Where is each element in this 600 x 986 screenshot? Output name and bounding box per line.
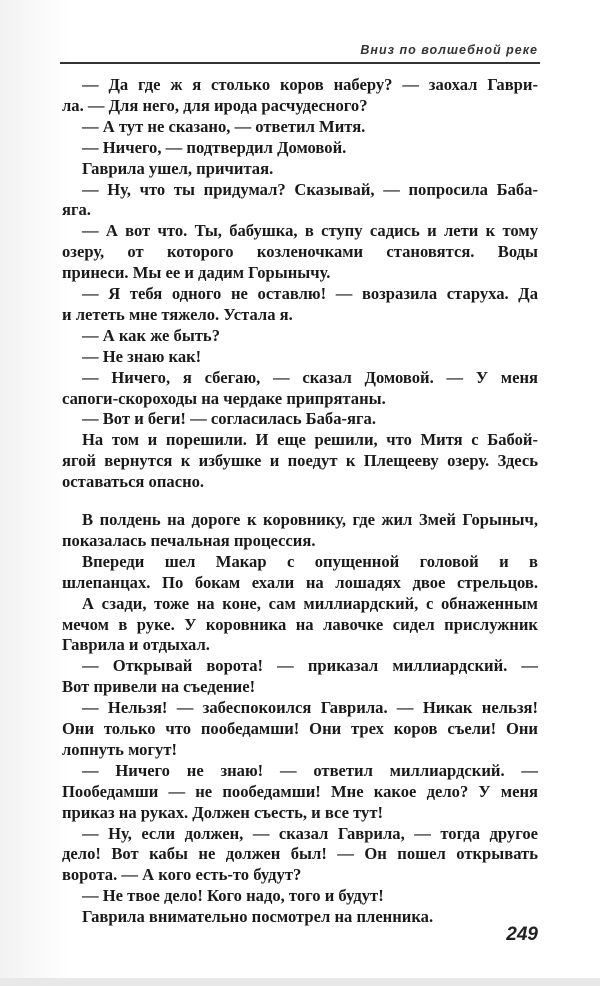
text-line: ла. — Для него, для ирода расчудесного? xyxy=(62,95,368,115)
text-line: яга. xyxy=(62,200,91,220)
text-line: лопнуть могут! xyxy=(62,739,177,759)
text-line: Гаврила внимательно посмотрел на пленника. xyxy=(82,907,434,927)
text-line: На том и порешили. И еще решили, что Митя с Бабой- xyxy=(82,430,538,450)
running-header: Вниз по волшебной реке xyxy=(360,43,538,57)
text-line: А сзади, тоже на коне, сам миллиардский, с обнаженным xyxy=(82,593,538,613)
page-bottom-edge xyxy=(0,978,600,986)
text-line: Вот привели на съедение! xyxy=(62,677,256,697)
text-line: — Ничего, я сбегаю, — сказал Домовой. — У меня xyxy=(82,367,538,387)
text-line: мечом в руке. У коровника на лавочке сидел прислужник xyxy=(62,614,538,634)
header-rule xyxy=(60,62,540,64)
page-number: 249 xyxy=(506,924,538,945)
text-line: озеру, от которого козленочками становятся. Воды xyxy=(62,242,538,262)
text-line: принеси. Мы ее и дадим Горынычу. xyxy=(62,263,331,283)
text-line: — Ну, если должен, — сказал Гаврила, — тогда другое xyxy=(82,823,538,843)
text-line: показалась печальная процессия. xyxy=(62,530,316,550)
text-line: — А как же быть? xyxy=(82,325,220,345)
text-line: — Ничего не знаю! — ответил миллиардский. — xyxy=(82,760,538,780)
text-line: ворота. — А кого есть-то будут? xyxy=(62,865,302,885)
text-line: — Ничего, — подтвердил Домовой. xyxy=(82,137,347,157)
text-line: Впереди шел Макар с опущенной головой и в xyxy=(82,551,538,571)
text-line: оставаться опасно. xyxy=(62,472,205,492)
text-line: — Не твое дело! Кого надо, того и будут! xyxy=(82,886,384,906)
text-line: — Открывай ворота! — приказал миллиардский. — xyxy=(82,656,538,676)
text-line: — Вот и беги! — согласилась Баба-яга. xyxy=(82,409,376,429)
text-line: шлепанцах. По бокам ехали на лошадях двое стрельцов. xyxy=(62,572,538,592)
text-line: — А тут не сказано, — ответил Митя. xyxy=(82,116,366,136)
text-line: — А вот что. Ты, бабушка, в ступу садись и лети к тому xyxy=(82,221,538,241)
text-line: — Я тебя одного не оставлю! — возразила старуха. Да xyxy=(82,284,538,303)
text-line: В полдень на дороге к коровнику, где жил Змей Горыныч, xyxy=(82,510,538,529)
text-line: приказ на руках. Должен съесть, и все тут! xyxy=(62,802,384,822)
text-line: — Да где ж я столько коров наберу? — заохал Гаври- xyxy=(82,75,538,94)
text-line: сапоги-скороходы на чердаке припрятаны. xyxy=(62,388,386,408)
text-line: Они только что пообедамши! Они трех коров съели! Они xyxy=(62,719,538,738)
text-line: — Нельзя! — забеспокоился Гаврила. — Никак нельзя! xyxy=(82,698,538,718)
text-line: — Ну, что ты придумал? Сказывай, — попросила Баба- xyxy=(82,179,538,199)
text-line: и лететь мне тяжело. Устала я. xyxy=(62,304,293,324)
text-line: Пообедамши — не пообедамши! Мне какое дело? У меня xyxy=(62,781,538,801)
text-line: — Не знаю как! xyxy=(82,346,202,366)
text-line: Гаврила и отдыхал. xyxy=(62,635,210,655)
text-line: Гаврила ушел, причитая. xyxy=(82,158,274,178)
scan-edge-shadow xyxy=(0,0,70,986)
text-line: дело! Вот кабы не должен был! — Он пошел открывать xyxy=(62,844,538,864)
text-line: ягой вернутся к избушке и поедут к Плещееву озеру. Здесь xyxy=(62,451,538,471)
